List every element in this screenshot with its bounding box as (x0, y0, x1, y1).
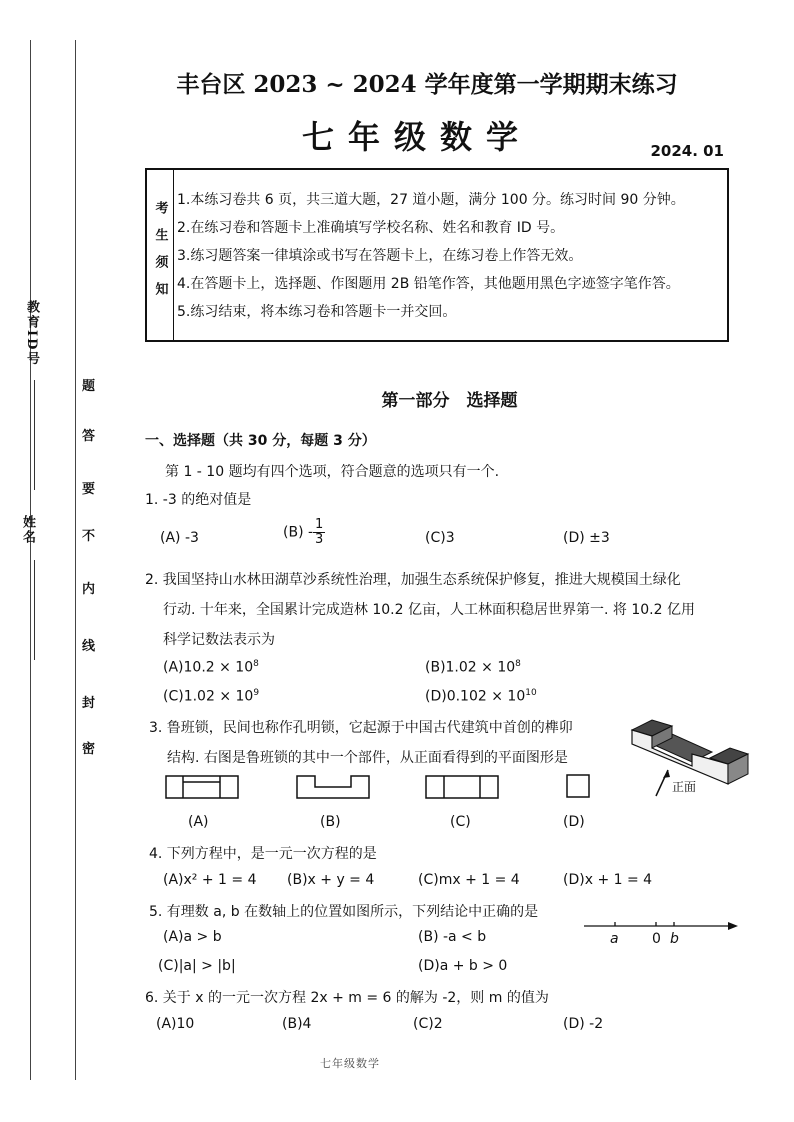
question-4-option-b: (B)x + y = 4 (287, 872, 375, 888)
question-6-option-c: (C)2 (413, 1016, 443, 1032)
question-3-figure-a (165, 775, 240, 801)
id-number-label: 教育ID号 (24, 300, 39, 367)
seal-char: 要 (82, 482, 96, 497)
exam-title: 丰台区 2023 ~ 2024 学年度第一学期期末练习 (176, 71, 678, 98)
question-6-option-d: (D) -2 (563, 1016, 604, 1032)
question-3-figure-c (425, 775, 500, 801)
seal-char: 不 (82, 529, 96, 544)
name-label: 姓名 (20, 515, 35, 545)
page-footer: 七年级数学 (320, 1057, 380, 1070)
question-5-option-c: (C)|a| > |b| (158, 958, 236, 974)
question-3-label-c: (C) (450, 814, 471, 830)
question-6-stem: 6. 关于 x 的一元一次方程 2x + m = 6 的解为 -2，则 m 的值为 (145, 990, 549, 1006)
seal-char: 答 (82, 429, 96, 444)
section-instruction: 第 1 - 10 题均有四个选项，符合题意的选项只有一个. (165, 464, 500, 480)
question-3-label-d: (D) (563, 814, 585, 830)
question-3-figure-b (296, 775, 371, 801)
candidate-notice-box (145, 168, 729, 342)
question-2-option-c: $(C)1.02 \times 10^9$ (163, 688, 260, 705)
question-1-option-a: (A) -3 (160, 530, 199, 546)
question-6-option-b: (B)4 (282, 1016, 312, 1032)
question-6-option-a: (A)10 (156, 1016, 195, 1032)
number-line-label-b: b (670, 931, 679, 947)
question-3-line2: 结构. 右图是鲁班锁的其中一个部件，从正面看得到的平面图形是 (167, 750, 568, 766)
notice-item: 2.在练习卷和答题卡上准确填写学校名称、姓名和教育 ID 号。 (177, 220, 565, 236)
question-4-stem: 4. 下列方程中，是一元一次方程的是 (149, 846, 377, 862)
seal-char: 题 (82, 379, 96, 394)
question-5-option-b: (B) -a < b (418, 929, 487, 945)
question-2-option-a: $(A)10.2 \times 10^8$ (163, 659, 259, 676)
question-1-option-c: (C)3 (425, 530, 455, 546)
notice-label: 考生须知 (147, 170, 174, 340)
question-1-option-d: (D) ±3 (563, 530, 610, 546)
question-2-option-d: $(D)0.102 \times 10^{10}$ (425, 688, 537, 705)
number-line-figure (582, 918, 742, 952)
part-title: 第一部分 选择题 (381, 391, 518, 411)
question-4-option-a: (A)x² + 1 = 4 (163, 872, 257, 888)
seal-char: 线 (82, 639, 96, 654)
notice-item: 4.在答题卡上，选择题、作图题用 2B 铅笔作答，其他题用黑色字迹签字笔作答。 (177, 276, 680, 292)
question-3-figure-d (566, 774, 592, 800)
question-3-label-a: (A) (188, 814, 209, 830)
question-3-line1: 3. 鲁班锁，民间也称作孔明锁，它起源于中国古代建筑中首创的榫卯 (149, 720, 573, 736)
binding-line-outer (30, 40, 31, 1080)
exam-subject: 七年级数学 (301, 118, 532, 156)
seal-char: 密 (82, 742, 96, 757)
number-line-label-zero: 0 (652, 931, 661, 947)
notice-item: 5.练习结束，将本练习卷和答题卡一并交回。 (177, 304, 457, 320)
question-5-option-a: (A)a > b (163, 929, 222, 945)
question-1-option-b: (B) - $\frac{1}{3}$ (283, 517, 324, 547)
question-5-option-d: (D)a + b > 0 (418, 958, 508, 974)
question-2-line1: 2. 我国坚持山水林田湖草沙系统性治理，加强生态系统保护修复，推进大规模国土绿化 (145, 572, 681, 588)
exam-date: 2024. 01 (650, 142, 724, 160)
question-5-stem: 5. 有理数 a, b 在数轴上的位置如图所示，下列结论中正确的是 (149, 904, 539, 920)
binding-line-inner (75, 40, 76, 1080)
name-blank (34, 560, 35, 660)
question-2-line3: 科学记数法表示为 (163, 632, 275, 648)
question-4-option-c: (C)mx + 1 = 4 (418, 872, 520, 888)
question-4-option-d: (D)x + 1 = 4 (563, 872, 653, 888)
question-1-stem: 1. -3 的绝对值是 (145, 492, 252, 508)
number-line-label-a: a (610, 931, 619, 947)
question-3-label-b: (B) (320, 814, 341, 830)
section-heading: 一、选择题（共 30 分，每题 3 分） (145, 433, 376, 449)
notice-item: 3.练习题答案一律填涂或书写在答题卡上，在练习卷上作答无效。 (177, 248, 583, 264)
seal-char: 内 (82, 582, 96, 597)
notice-items (177, 186, 723, 326)
seal-char: 封 (82, 696, 96, 711)
notice-item: 1.本练习卷共 6 页，共三道大题，27 道小题，满分 100 分。练习时间 90 分钟。 (177, 192, 685, 208)
front-view-label: 正面 (672, 780, 697, 794)
question-2-line2: 行动. 十年来，全国累计完成造林 10.2 亿亩，人工林面积稳居世界第一. 将 10.2 亿用 (163, 602, 695, 618)
question-2-option-b: $(B)1.02 \times 10^8$ (425, 659, 521, 676)
